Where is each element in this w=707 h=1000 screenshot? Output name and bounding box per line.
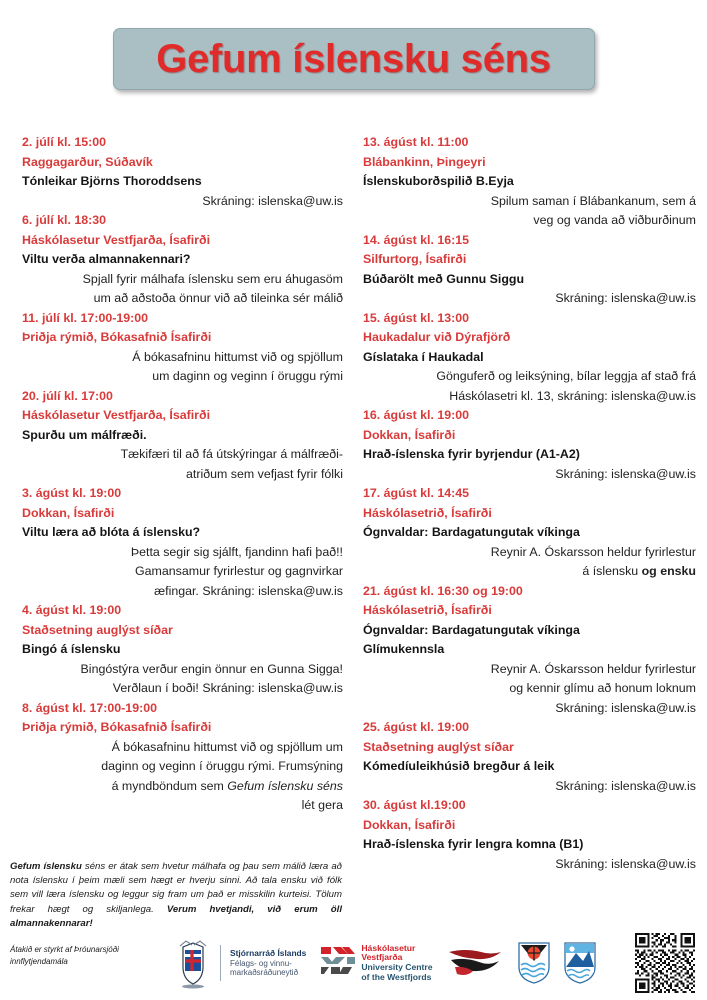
qr-code[interactable] (635, 933, 695, 993)
event-location: Raggagarður, Súðavík (22, 154, 153, 169)
event-detail-line: á íslensku og ensku (582, 564, 696, 578)
event-detail-line: Skráning: islenska@uw.is (555, 291, 696, 305)
gov-line-2: Félags- og vinnu- (230, 958, 292, 968)
event-title: Viltu verða almannakennari? (22, 252, 191, 266)
event-detail-line: Skráning: islenska@uw.is (202, 193, 343, 208)
event-item (363, 406, 696, 484)
event-item (363, 231, 696, 309)
event-title: Íslenskuborðspilið B.Eyja (363, 174, 514, 188)
event-title: Ógnvaldar: Bardagatungutak víkinga (363, 622, 580, 637)
event-title: Viltu læra að blóta á íslensku? (22, 525, 201, 539)
event-datetime: 20. júlí kl. 17:00 (22, 388, 113, 403)
event-title: Ógnvaldar: Bardagatungutak víkinga (363, 525, 580, 539)
event-item (363, 718, 696, 796)
event-location: Þriðja rýmið, Bókasafnið Ísafirði (22, 720, 212, 734)
event-location: Háskólasetrið, Ísafirði (363, 505, 492, 520)
event-datetime: 15. ágúst kl. 13:00 (363, 310, 470, 325)
gov-line-3: markaðsráðuneytið (230, 967, 299, 977)
event-location: Silfurtorg, Ísafirði (363, 252, 467, 266)
event-detail-line: Gönguferð og leiksýning, bílar leggja af stað frá (436, 369, 696, 383)
uw-line-3: University Centre (361, 962, 433, 972)
event-item (363, 796, 696, 874)
event-detail-line: Bingóstýra verður engin önnur en Gunna Sigga! (80, 661, 343, 676)
footer-note: Gefum íslensku séns er átak sem hvetur málhafa og þau sem málið læra að nota íslensku í þeim mæli sem hægt er hverju sinni. Að tala ensku við fólk sem vill læra íslensku og leggur sig fram um það er misskilin kurteisi. Tölum frekar hægt og skiljanlega. Verum hvetjandi, við erum öll almannakennarar! (10, 861, 342, 929)
event-datetime: 13. ágúst kl. 11:00 (363, 135, 469, 149)
sudavik-crest-icon (563, 941, 597, 985)
iceland-coat-of-arms-icon (172, 937, 214, 989)
funding-line-2: innflytjendamála (10, 956, 68, 966)
event-datetime: 2. júlí kl. 15:00 (22, 135, 107, 149)
event-detail-line: daginn og veginn í öruggu rými. Frumsýning (101, 759, 343, 773)
left-event-column (0, 133, 353, 874)
event-detail-line: veg og vanda að viðburðinum (533, 213, 696, 227)
event-detail-line: Skráning: islenska@uw.is (555, 778, 696, 793)
funding-line-1: Átakið er styrkt af Þróunarsjóði (10, 945, 119, 954)
event-detail-line: Skráning: islenska@uw.is (555, 700, 696, 715)
event-detail-line: um að aðstoða önnur við að tileinka sér málið (93, 291, 343, 305)
event-item (22, 309, 343, 387)
event-location: Dokkan, Ísafirði (363, 817, 456, 832)
event-detail-line: Á bókasafninu hittumst við og spjöllum (132, 349, 343, 364)
university-centre-logo (320, 944, 432, 983)
event-detail-line: Háskólasetri kl. 13, skráning: islenska@uw.is (449, 388, 696, 403)
event-title: Hrað-íslenska fyrir byrjendur (A1-A2) (363, 447, 580, 461)
event-datetime: 6. júlí kl. 18:30 (22, 213, 107, 227)
university-centre-mark-icon (320, 946, 356, 980)
event-datetime: 11. júlí kl. 17:00-19:00 (22, 310, 149, 325)
isafjardarbaer-crest-icon (517, 941, 551, 985)
event-item (22, 699, 343, 816)
right-event-column (353, 133, 706, 874)
funding-note (10, 944, 170, 967)
event-detail-line: og kennir glímu að honum loknum (509, 681, 696, 695)
uw-line-1: Háskólasetur (361, 942, 416, 953)
event-detail-line: Reynir A. Óskarsson heldur fyrirlestur (490, 661, 696, 676)
event-detail-line: lét gera (301, 798, 343, 812)
event-item (22, 211, 343, 309)
title-banner (113, 28, 595, 90)
event-item (363, 309, 696, 407)
event-detail-line: Reynir A. Óskarsson heldur fyrirlestur (490, 544, 696, 559)
event-title: Spurðu um málfræði. (22, 427, 147, 442)
event-title: Búðarölt með Gunnu Siggu (363, 271, 525, 286)
event-datetime: 30. ágúst kl.19:00 (363, 798, 466, 812)
logo-strip (172, 930, 707, 996)
uw-line-2: Vestfjarða (361, 952, 403, 963)
logo-divider (220, 945, 221, 981)
event-location: Þriðja rýmið, Bókasafnið Ísafirði (22, 330, 212, 344)
event-item (363, 582, 696, 719)
event-detail-line: Spjall fyrir málhafa íslensku sem eru áhugasöm (82, 271, 343, 286)
event-title: Hrað-íslenska fyrir lengra komna (B1) (363, 837, 584, 851)
event-location: Háskólasetrið, Ísafirði (363, 603, 492, 617)
uw-line-4: of the Westfjords (361, 971, 432, 982)
event-detail-line: Gamansamur fyrirlestur og gagnvirkar (135, 564, 343, 578)
event-location: Háskólasetur Vestfjarða, Ísafirði (22, 232, 211, 247)
event-detail-line: æfingar. Skráning: islenska@uw.is (154, 583, 343, 598)
event-item (363, 133, 696, 231)
westfjords-bird-logo-icon (447, 946, 505, 980)
event-detail-line: um daginn og veginn í öruggu rými (152, 369, 343, 383)
event-location: Dokkan, Ísafirði (22, 505, 115, 520)
event-detail-line: Skráning: islenska@uw.is (555, 856, 696, 871)
event-datetime: 3. ágúst kl. 19:00 (22, 486, 122, 500)
event-location: Staðsetning auglýst síðar (363, 739, 514, 754)
event-datetime: 25. ágúst kl. 19:00 (363, 720, 470, 734)
event-datetime: 16. ágúst kl. 19:00 (363, 408, 470, 422)
event-location: Staðsetning auglýst síðar (22, 622, 173, 637)
event-detail-line: Þetta segir sig sjálft, fjandinn hafi það!! (130, 544, 343, 559)
event-datetime: 4. ágúst kl. 19:00 (22, 603, 122, 617)
event-detail-line: atriðum sem vefjast fyrir fólki (186, 466, 343, 481)
event-item (22, 387, 343, 485)
event-item (22, 133, 343, 211)
event-title: Bingó á íslensku (22, 642, 121, 656)
event-location: Haukadalur við Dýrafjörð (363, 330, 511, 344)
government-logo-text (230, 949, 306, 977)
event-datetime: 14. ágúst kl. 16:15 (363, 232, 470, 247)
event-title: Kómedíuleikhúsið bregður á leik (363, 759, 555, 773)
event-detail-line: Á bókasafninu hittumst við og spjöllum um (111, 739, 343, 754)
event-title: Gíslataka í Haukadal (363, 349, 484, 364)
event-item (22, 484, 343, 601)
event-subtitle: Glímukennsla (363, 642, 445, 656)
event-item (22, 601, 343, 699)
page-title: Gefum íslensku séns (156, 37, 551, 81)
event-columns (0, 133, 707, 874)
event-detail-line: á myndböndum sem Gefum íslensku séns (111, 778, 343, 793)
gov-line-1: Stjórnarráð Íslands (230, 947, 307, 958)
event-location: Blábankinn, Þingeyri (363, 154, 486, 169)
event-location: Dokkan, Ísafirði (363, 427, 456, 442)
event-datetime: 8. ágúst kl. 17:00-19:00 (22, 700, 157, 715)
event-detail-line: Skráning: islenska@uw.is (555, 466, 696, 481)
event-location: Háskólasetur Vestfjarða, Ísafirði (22, 408, 211, 422)
event-item (363, 484, 696, 582)
event-datetime: 21. ágúst kl. 16:30 og 19:00 (363, 583, 523, 598)
event-detail-line: Tækifæri til að fá útskýringar á málfræði- (120, 447, 343, 461)
event-datetime: 17. ágúst kl. 14:45 (363, 486, 470, 500)
event-detail-line: Spilum saman í Blábankanum, sem á (490, 193, 696, 208)
event-detail-line: Verðlaun í boði! Skráning: islenska@uw.is (112, 681, 343, 695)
title-banner-wrap (0, 28, 707, 90)
event-title: Tónleikar Björns Thoroddsens (22, 174, 202, 188)
